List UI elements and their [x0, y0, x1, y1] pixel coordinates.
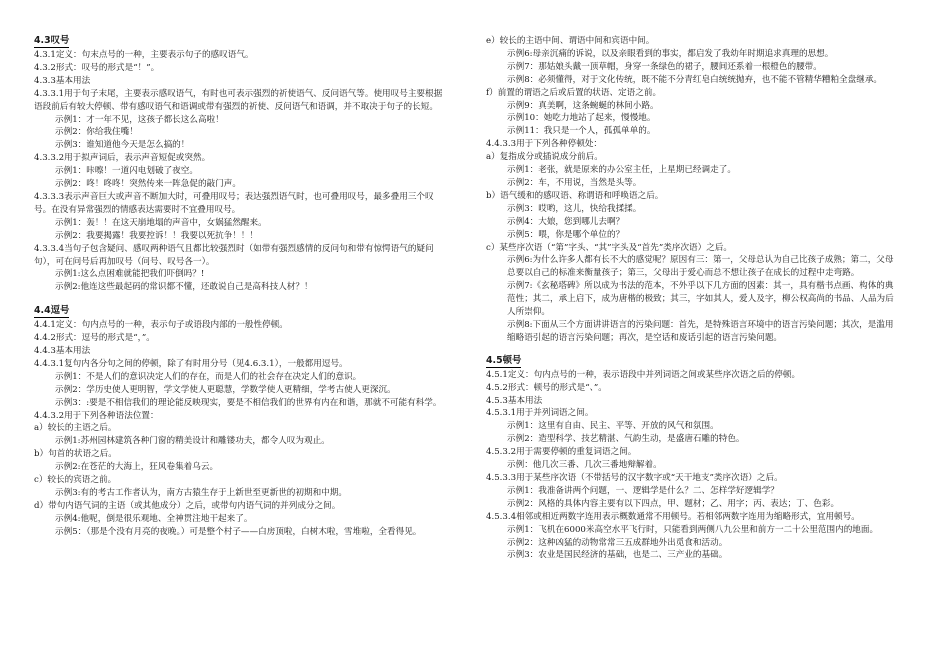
list-item: b）语气缓和的感叹语、称谓语和呼唤语之后。	[486, 190, 664, 201]
list-item: d）带句内语气词的主语（或其他成分）之后，或带句内语气词的并列成分之间。	[34, 500, 341, 511]
usage-rule: 4.4.3.1复句内各分句之间的停顿，除了有时用分号（见4.6.3.1），一般都用逗号。	[34, 358, 348, 369]
example: 示例2：风格的具体内容主要有以下四点，甲、题材；乙、用字；丙、表达；丁、色彩。	[507, 498, 840, 509]
example: 示例6:母亲沉痛的诉说，以及亲眼看到的事实，都启发了我幼年时期追求真理的思想。	[507, 48, 834, 59]
example: 示例6:为什么许多人都有长不大的感觉呢？原因有三：第一，父母总认为自己比孩子成熟；第二，父母总要以自己的标准来衡量孩子；第三，父母出于爱心而总不想让孩子在成长的过程中走弯路。	[507, 255, 894, 279]
section-gap	[34, 294, 448, 305]
example: 示例4:他呢，倒是很乐观地、全神贯注地干起来了。	[55, 513, 253, 524]
example: 示例1:苏州园林建筑各种门窗的精美设计和雕镂功夫，都令人叹为观止。	[55, 436, 330, 447]
example: 示例1：我准备讲两个问题，一、逻辑学是什么？二、怎样学好逻辑学？	[507, 485, 779, 496]
usage-rule: 4.3.3.1用于句子末尾，主要表示感叹语气，有时也可表示强烈的祈使语气、反问语气等。使用叹号主要根据语段前后有较大停顿、带有感叹语气和语调或带有强烈的祈使、反问语气和语调，并不取决于句子的长短。	[34, 88, 443, 112]
list-item: b）句首的状语之后。	[34, 449, 117, 460]
example: 示例2:他连这些最起码的常识都不懂，还敢说自己是高科技人材？！	[55, 282, 313, 293]
example: 示例2：你给我住嘴！	[55, 127, 138, 138]
example: 示例10：她吃力地站了起来，慢慢地。	[507, 113, 656, 124]
form: 4.5.2形式：顿号的形式是“、”。	[486, 382, 607, 393]
definition: 4.3.1定义：句末点号的一种，主要表示句子的感叹语气。	[34, 50, 254, 60]
example: 示例2:在苍茫的大海上，狂风卷集着乌云。	[55, 462, 219, 473]
section-gap	[486, 345, 900, 355]
example: 示例1：轰！！在这天崩地塌的声音中，女娲猛然醒来。	[55, 217, 267, 228]
usage-rule: 4.5.3.3用于某些序次语（不带括号的汉字数字或“天干地支”类序次语）之后。	[486, 473, 783, 483]
heading-text: 4.4逗号	[34, 305, 70, 317]
usage-rule: 4.3.3.2用于拟声词后，表示声音短促或突然。	[34, 153, 211, 164]
example: 示例2：我要揭露！我要控诉！！我要以死抗争！！！	[55, 230, 259, 241]
usage-rule: 4.4.3.2用于下列各种语法位置：	[34, 410, 159, 421]
example: 示例1：不是人们的意识决定人们的存在，而是人们的社会存在决定人们的意识。	[55, 371, 362, 382]
example: 示例4：大娘，您到哪儿去啊？	[507, 216, 625, 227]
list-item: e）较长的主语中间、谓语中间和宾语中间。	[486, 36, 655, 46]
example: 示例1：老张，就是原来的办公室主任，上星期已经调走了。	[507, 165, 736, 176]
example: 示例8：必须懂得，对于文化传统，既不能不分青红皂白统统抛弃，也不能不管精华糟粕全盘继承。	[507, 74, 883, 85]
list-item: c）较长的宾语之前。	[34, 475, 117, 486]
example: 示例2：咚！咚咚！突然传来一阵急促的敲门声。	[55, 179, 241, 190]
usage-rule: 4.4.3.3用于下列各种停顿处：	[486, 139, 603, 150]
example: 示例11：我只是一个人，孤孤单单的。	[507, 126, 656, 137]
usage-rule: 4.3.3.4当句子包含疑问、感叹两种语气且都比较强烈时（如带有强烈感情的反问句和带有惊愕语气的疑问句），可在问号后再加叹号（问号、叹号各一）。	[34, 243, 434, 267]
example: 示例7：那姑娘头戴一顶草帽，身穿一条绿色的裙子，腰间还系着一根橙色的腰带。	[507, 61, 822, 72]
usage-heading: 4.5.3基本用法	[486, 395, 543, 406]
example: 示例3：谁知道他今天是怎么搞的！	[55, 140, 190, 151]
usage-rule: 4.5.3.1用于并列词语之间。	[486, 408, 594, 419]
list-item: a）复指成分或插说成分前后。	[486, 152, 603, 163]
section-heading	[34, 305, 448, 318]
form: 4.4.2形式：逗号的形式是“，”。	[34, 333, 155, 344]
section-heading	[34, 35, 448, 48]
example: 示例：他几次三番、几次三番地辩解着。	[507, 460, 662, 471]
example: 示例1：飞机在6000米高空水平飞行时，只能看到两侧八九公里和前方一二十公里范围内的地面。	[507, 524, 879, 535]
example: 示例1：才一年不见，这孩子都长这么高啦！	[55, 114, 224, 125]
example: 示例5：喂，你是哪个单位的？	[507, 229, 625, 240]
heading-text: 4.3叹号	[34, 35, 70, 46]
usage-rule: 4.5.3.4相邻或相近两数字连用表示概数通常不用顿号。若相邻两数字连用为缩略形式，宜用顿号。	[486, 511, 860, 522]
right-column	[486, 35, 900, 562]
list-item: a）较长的主语之后。	[34, 423, 117, 434]
usage-heading: 4.4.3基本用法	[34, 346, 91, 357]
example: 示例2：车，不用说，当然是头等。	[507, 177, 642, 188]
example: 示例3：哎哟，这儿，快给我揉揉。	[507, 203, 642, 214]
example: 示例3：农业是国民经济的基础，也是二、三产业的基础。	[507, 550, 728, 561]
example: 示例3:有的考古工作者认为，南方古猿生存于上新世至更新世的初期和中期。	[55, 488, 347, 498]
example: 示例2：造型科学、技艺精湛、气韵生动，是盛唐石雕的特色。	[507, 434, 745, 445]
list-item: f）前置的谓语之后或后置的状语、定语之前。	[486, 87, 662, 98]
example: 示例9：真美啊，这条蜿蜒的林间小路。	[507, 100, 659, 111]
section-heading	[486, 355, 900, 368]
example: 示例3：:要是不相信我们的理论能反映现实，要是不相信我们的世界有内在和谐，那就不可能有科学。	[55, 397, 442, 408]
heading-text: 4.5顿号	[486, 354, 522, 366]
example: 示例2：学历史使人更明智，学文学使人更聪慧，学数学使人更精细，学考古使人更深沉。	[55, 384, 396, 395]
usage-rule: 4.5.3.2用于需要停顿的重复词语之间。	[486, 447, 637, 458]
example: 示例2：这种凶猛的动物常常三五成群地外出觅食和活动。	[507, 537, 728, 548]
example: 示例8:下面从三个方面讲讲语言的污染问题：首先，是特殊语言环境中的语言污染问题；其次，是滥用缩略语引起的语言污染问题；再次，是空话和废话引起的语言污染问题。	[507, 319, 894, 343]
left-column	[34, 35, 448, 539]
example: 示例1：这里有自由、民主、平等、开放的风气和氛围。	[507, 421, 719, 432]
example: 示例1:这么点困难就能把我们吓倒吗？!	[55, 269, 205, 280]
example: 示例1：咔嚓！一道闪电划破了夜空。	[55, 166, 198, 177]
definition: 4.4.1定义：句内点号的一种，表示句子或语段内部的一般性停顿。	[34, 320, 288, 331]
list-item: c）某些序次语（“第”字头、“其”字头及“首先”类序次语）之后。	[486, 242, 733, 253]
usage-rule: 4.3.3.3表示声音巨大或声音不断加大时，可叠用叹号；表达强烈语气时，也可叠用叹号，最多叠用三个叹号。在没有异常强烈的情感表达需要时不宜叠用叹号。	[34, 191, 434, 215]
definition: 4.5.1定义：句内点号的一种，表示语段中并列词语之间或某些序次语之后的停顿。	[486, 369, 801, 380]
form: 4.3.2形式：叹号的形式是“！”。	[34, 62, 160, 73]
example: 示例7:《玄秘塔碑》所以成为书法的范本，不外乎以下几方面的因素：其一，具有楷书点画、构体的典范性；其二，承上启下，成为唐楷的极致；其三，字如其人，爱人及字，柳公权高尚的书品、人品为后人所崇仰。	[507, 281, 894, 318]
usage-heading: 4.3.3基本用法	[34, 75, 91, 86]
example: 示例5：（那是个没有月亮的夜晚。）可是整个村子——白房顶啦，白树木啦，雪堆啦，全看得见。	[55, 526, 422, 537]
